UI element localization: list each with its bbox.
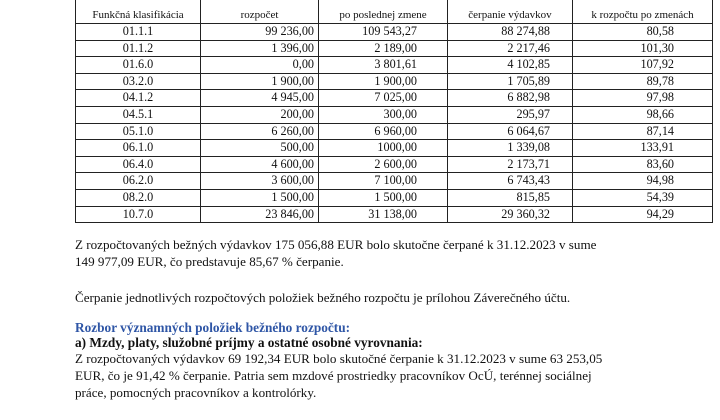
cell-budget-after-change: 300,00 <box>319 106 448 123</box>
cell-budget-after-change: 1 500,00 <box>319 189 448 206</box>
table-row <box>76 173 713 190</box>
cell-budget-after-change: 31 138,00 <box>319 206 448 223</box>
cell-percent: 97,98 <box>573 90 713 107</box>
paragraph-total-expenditure <box>75 236 685 270</box>
cell-classification: 01.6.0 <box>76 57 201 74</box>
cell-budget-after-change: 3 801,61 <box>319 57 448 74</box>
header-functional-classification: Funkčná klasifikácia <box>76 0 201 24</box>
header-expenditure-drawdown: čerpanie výdavkov <box>448 0 573 24</box>
paragraph-1-line-2: 149 977,09 EUR, čo predstavuje 85,67 % čerpanie. <box>75 254 344 269</box>
table-row <box>76 206 713 223</box>
paragraph-2-text: Čerpanie jednotlivých rozpočtových položiek bežného rozpočtu je prílohou Záverečného účtu. <box>75 290 571 305</box>
cell-budget: 500,00 <box>201 140 319 157</box>
table-header-row <box>76 0 713 24</box>
cell-budget-after-change: 7 025,00 <box>319 90 448 107</box>
cell-drawdown: 2 217,46 <box>448 40 573 57</box>
table-row <box>76 140 713 157</box>
cell-budget: 1 396,00 <box>201 40 319 57</box>
header-budget-after-change: po poslednej zmene <box>319 0 448 24</box>
table-body <box>76 24 713 223</box>
cell-drawdown: 1 339,08 <box>448 140 573 157</box>
cell-classification: 08.2.0 <box>76 189 201 206</box>
header-percent-of-budget: k rozpočtu po zmenách <box>573 0 713 24</box>
expenditure-table <box>75 0 713 223</box>
cell-budget: 0,00 <box>201 57 319 74</box>
cell-percent: 133,91 <box>573 140 713 157</box>
table-row <box>76 24 713 41</box>
cell-classification: 03.2.0 <box>76 73 201 90</box>
cell-budget-after-change: 2 600,00 <box>319 156 448 173</box>
cell-classification: 04.1.2 <box>76 90 201 107</box>
cell-drawdown: 88 274,88 <box>448 24 573 41</box>
table-row <box>76 90 713 107</box>
cell-budget: 1 500,00 <box>201 189 319 206</box>
cell-drawdown: 6 743,43 <box>448 173 573 190</box>
cell-classification: 04.5.1 <box>76 106 201 123</box>
table-row <box>76 156 713 173</box>
cell-budget: 3 600,00 <box>201 173 319 190</box>
cell-percent: 94,98 <box>573 173 713 190</box>
cell-budget: 6 260,00 <box>201 123 319 140</box>
cell-classification: 05.1.0 <box>76 123 201 140</box>
cell-budget: 200,00 <box>201 106 319 123</box>
table-row <box>76 189 713 206</box>
cell-budget-after-change: 1000,00 <box>319 140 448 157</box>
table-row <box>76 40 713 57</box>
paragraph-annex-note <box>75 289 685 306</box>
cell-budget: 99 236,00 <box>201 24 319 41</box>
cell-percent: 54,39 <box>573 189 713 206</box>
cell-drawdown: 4 102,85 <box>448 57 573 74</box>
cell-budget-after-change: 109 543,27 <box>319 24 448 41</box>
cell-classification: 06.4.0 <box>76 156 201 173</box>
cell-classification: 01.1.1 <box>76 24 201 41</box>
cell-classification: 01.1.2 <box>76 40 201 57</box>
cell-drawdown: 29 360,32 <box>448 206 573 223</box>
paragraph-3-line-2: EUR, čo je 91,42 % čerpanie. Patria sem mzdové prostriedky pracovníkov OcÚ, terénnej sociálnej <box>75 368 592 383</box>
cell-classification: 06.2.0 <box>76 173 201 190</box>
cell-drawdown: 6 064,67 <box>448 123 573 140</box>
cell-budget: 23 846,00 <box>201 206 319 223</box>
cell-budget: 4 600,00 <box>201 156 319 173</box>
table-row <box>76 57 713 74</box>
table-row <box>76 123 713 140</box>
cell-drawdown: 295,97 <box>448 106 573 123</box>
cell-percent: 107,92 <box>573 57 713 74</box>
header-budget: rozpočet <box>201 0 319 24</box>
cell-percent: 101,30 <box>573 40 713 57</box>
cell-drawdown: 2 173,71 <box>448 156 573 173</box>
cell-percent: 89,78 <box>573 73 713 90</box>
table-row <box>76 106 713 123</box>
table-row <box>76 73 713 90</box>
cell-budget-after-change: 1 900,00 <box>319 73 448 90</box>
cell-percent: 98,66 <box>573 106 713 123</box>
cell-budget: 1 900,00 <box>201 73 319 90</box>
cell-budget-after-change: 6 960,00 <box>319 123 448 140</box>
cell-percent: 87,14 <box>573 123 713 140</box>
cell-classification: 10.7.0 <box>76 206 201 223</box>
cell-percent: 83,60 <box>573 156 713 173</box>
cell-percent: 80,58 <box>573 24 713 41</box>
paragraph-salaries <box>75 350 685 401</box>
paragraph-1-line-1: Z rozpočtovaných bežných výdavkov 175 056,88 EUR bolo skutočne čerpané k 31.12.2023 v sume <box>75 237 597 252</box>
paragraph-3-line-3: práce, pomocných pracovníkov a kontrolórky. <box>75 385 317 400</box>
table-header <box>76 0 713 24</box>
paragraph-3-line-1: Z rozpočtovaných výdavkov 69 192,34 EUR bolo skutočné čerpanie k 31.12.2023 v sume 63 253,05 <box>75 351 603 366</box>
cell-budget-after-change: 2 189,00 <box>319 40 448 57</box>
cell-drawdown: 815,85 <box>448 189 573 206</box>
cell-classification: 06.1.0 <box>76 140 201 157</box>
subsection-heading: a) Mzdy, platy, služobné príjmy a ostatné osobné vyrovnania: <box>75 335 423 350</box>
cell-drawdown: 1 705,89 <box>448 73 573 90</box>
cell-percent: 94,29 <box>573 206 713 223</box>
cell-budget: 4 945,00 <box>201 90 319 107</box>
cell-budget-after-change: 7 100,00 <box>319 173 448 190</box>
cell-drawdown: 6 882,98 <box>448 90 573 107</box>
section-heading: Rozbor významných položiek bežného rozpočtu: <box>75 320 351 335</box>
